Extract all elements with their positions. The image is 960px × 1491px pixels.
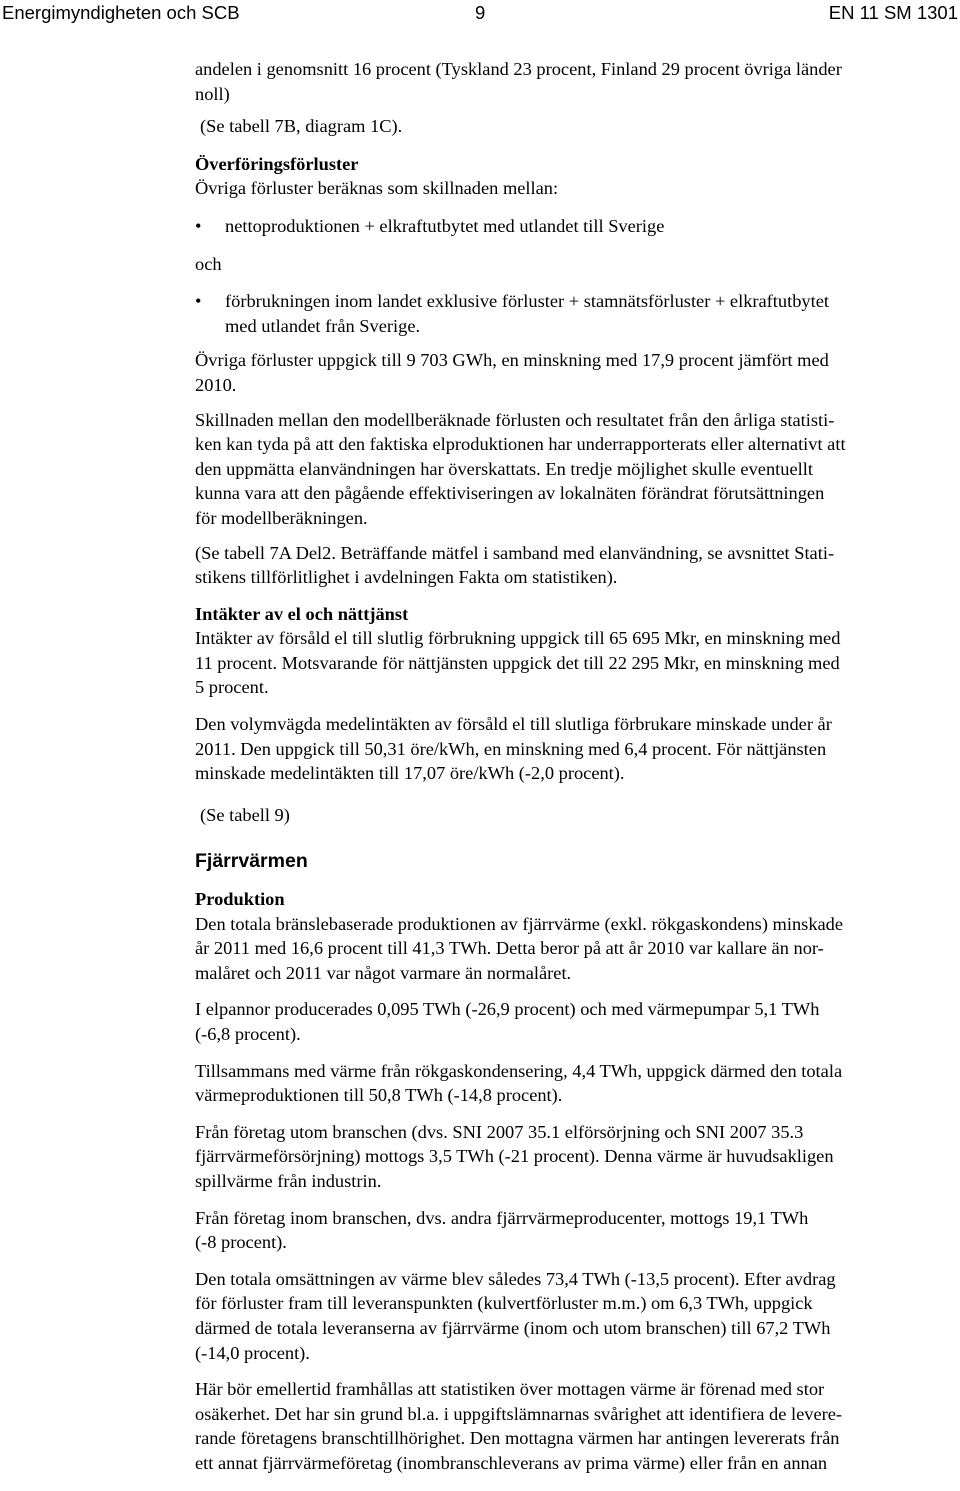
text-line: Den totala bränslebaserade produktionen av fjärrvärme (exkl. rökgaskondens) minskade — [195, 913, 844, 934]
text-line: år 2011 med 16,6 procent till 41,3 TWh. Detta beror på att år 2010 var kallare än nor- — [195, 938, 824, 959]
text-line: (-8 procent). — [195, 1232, 287, 1253]
heading-intakter: Intäkter av el och nättjänst — [195, 603, 409, 624]
reference-7a-paragraph — [195, 541, 940, 590]
text-line: 2011. Den uppgick till 50,31 öre/kWh, en minskning med 6,4 procent. För nättjänsten — [195, 738, 827, 759]
text-line: den uppmätta elanvändningen har överskattats. En tredje möjlighet skulle eventuellt — [195, 458, 813, 479]
text-line: rande företagens branschtillhörighet. Den mottagna värmen har antingen levererats från — [195, 1428, 840, 1449]
overforing-intro: Övriga förluster beräknas som skillnaden mellan: — [195, 178, 559, 199]
text-line: (-6,8 procent). — [195, 1024, 301, 1044]
text-line: Den volymvägda medelintäkten av försåld el till slutliga förbrukare minskade under år — [195, 714, 832, 735]
skillnaden-paragraph — [195, 408, 940, 531]
header-publisher: Energimyndigheten och SCB — [2, 2, 240, 23]
text-line: Från företag utom branschen (dvs. SNI 2007 35.1 elförsörjning och SNI 2007 35.3 — [195, 1121, 804, 1142]
text-line: osäkerhet. Det har sin grund bl.a. i uppgiftslämnarnas svårighet att identifiera de levere- — [195, 1403, 843, 1424]
bullet-text: nettoproduktionen + elkraftutbytet med utlandet till Sverige — [225, 215, 665, 236]
osakerhet-paragraph — [195, 1377, 940, 1475]
text-line: fjärrvärmeförsörjning) mottogs 3,5 TWh (-21 procent). Denna värme är huvudsakligen — [195, 1146, 834, 1167]
text-line: därmed de totala leveranserna av fjärrvärme (inom och utom branschen) till 67,2 TWh — [195, 1317, 831, 1338]
elpannor-paragraph — [195, 997, 940, 1046]
heading-produktion: Produktion — [195, 889, 285, 910]
text-line: andelen i genomsnitt 16 procent (Tyskland 23 procent, Finland 29 procent övriga länder — [195, 59, 842, 79]
utom-branschen-paragraph — [195, 1120, 940, 1194]
header-series-code: EN 11 SM 1301 — [828, 2, 958, 23]
intro-paragraph — [195, 57, 940, 106]
text-line: (Se tabell 7A Del2. Beträffande mätfel i samband med elanvändning, se avsnittet Stati- — [195, 542, 835, 563]
text-line: ett annat fjärrvärmeföretag (inombranschleverans av prima värme) eller från en annan — [195, 1452, 828, 1473]
text-line: 2010. — [195, 374, 237, 395]
omsattning-paragraph — [195, 1267, 940, 1365]
bullet-item — [195, 214, 940, 239]
bullet-item — [195, 289, 940, 338]
text-line: minskade medelintäkten till 17,07 öre/kWh (-2,0 procent). — [195, 763, 625, 784]
text-line: värmeproduktionen till 50,8 TWh (-14,8 procent). — [195, 1085, 563, 1106]
intakter-paragraph — [195, 626, 940, 700]
reference-9: (Se tabell 9) — [200, 804, 290, 825]
inom-branschen-paragraph — [195, 1206, 940, 1255]
page-header — [0, 0, 960, 30]
text-line: malåret och 2011 var något varmare än normalåret. — [195, 962, 572, 983]
text-line: Tillsammans med värme från rökgaskondensering, 4,4 TWh, uppgick därmed den totala — [195, 1060, 843, 1081]
text-line: 5 procent. — [195, 677, 269, 698]
text-line: noll) — [195, 83, 230, 104]
text-line: 11 procent. Motsvarande för nättjänsten uppgick det till 22 295 Mkr, en minskning med — [195, 652, 840, 673]
och-connector: och — [195, 253, 222, 274]
text-line: för modellberäkningen. — [195, 507, 368, 528]
text-line: Övriga förluster uppgick till 9 703 GWh, en minskning med 17,9 procent jämfört med — [195, 350, 829, 371]
text-line: Intäkter av försåld el till slutlig förbrukning uppgick till 65 695 Mkr, en minskning med — [195, 628, 841, 649]
reference-7b: (Se tabell 7B, diagram 1C). — [200, 116, 403, 137]
text-line: spillvärme från industrin. — [195, 1170, 382, 1191]
heading-fjarrvarmen: Fjärrvärmen — [195, 850, 308, 873]
text-line: Skillnaden mellan den modellberäknade förlusten och resultatet från den årliga statisti- — [195, 409, 835, 430]
text-line: ken kan tyda på att den faktiska elproduktionen har underrapporterats eller alternativt att — [195, 434, 846, 455]
text-line: med utlandet från Sverige. — [225, 315, 421, 336]
page-number: 9 — [475, 2, 486, 23]
text-line: stikens tillförlitlighet i avdelningen Fakta om statistiken). — [195, 567, 618, 588]
text-line: I elpannor producerades 0,095 TWh (-26,9 procent) och med värmepumpar 5,1 TWh — [195, 999, 820, 1020]
produktion-paragraph — [195, 912, 940, 986]
document-body — [195, 57, 940, 1476]
text-line: (-14,0 procent). — [195, 1342, 310, 1363]
ovriga-forluster-paragraph — [195, 348, 940, 397]
text-line: Från företag inom branschen, dvs. andra fjärrvärmeproducenter, mottogs 19,1 TWh — [195, 1207, 809, 1228]
text-line: för förluster fram till leveranspunkten (kulvertförluster m.m.) om 6,3 TWh, uppgick — [195, 1293, 813, 1314]
text-line: Den totala omsättningen av värme blev således 73,4 TWh (-13,5 procent). Efter avdrag — [195, 1268, 836, 1289]
text-line: förbrukningen inom landet exklusive förluster + stamnätsförluster + elkraftutbytet — [225, 291, 829, 312]
tillsammans-paragraph — [195, 1059, 940, 1108]
heading-overforingsforluster: Överföringsförluster — [195, 153, 359, 174]
medelintakt-paragraph — [195, 712, 940, 786]
text-line: Här bör emellertid framhållas att statistiken över mottagen värme är förenad med stor — [195, 1379, 825, 1400]
text-line: kunna vara att den pågående effektiviseringen av lokalnäten förändrat förutsättningen — [195, 483, 825, 504]
